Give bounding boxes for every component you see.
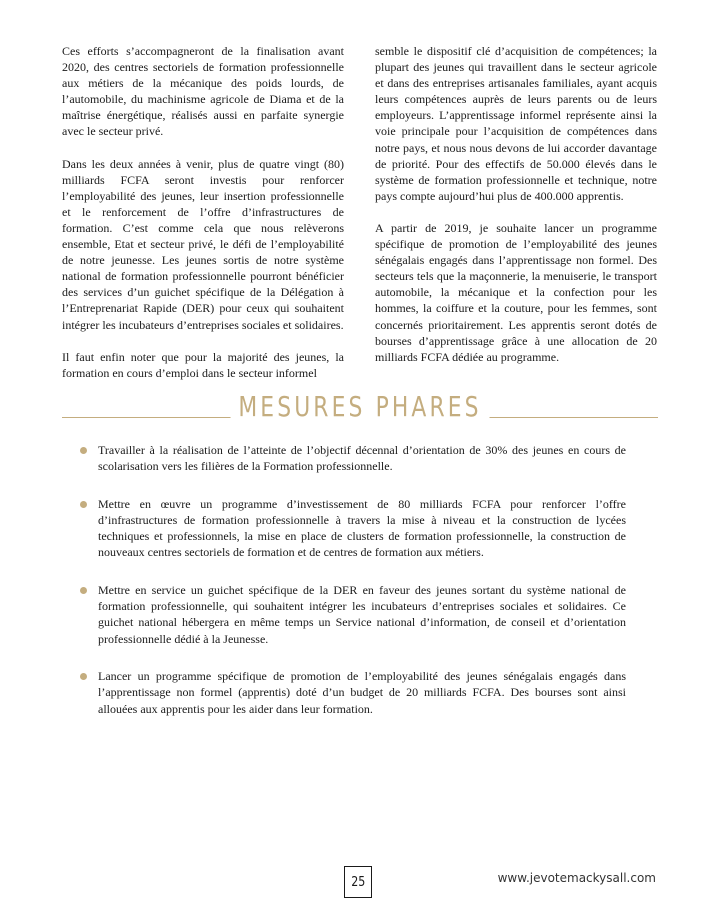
- list-item-text: Lancer un programme spécifique de promotion de l’employabilité des jeunes sénégalais engagés dans l’apprentissage non formel (apprentis) doté d’un budget de 20 milliards FCFA. Des bourses sont ainsi allouées aux apprentis pour les aider dans leur formation.: [98, 668, 626, 716]
- section-title: MESURES PHARES: [231, 390, 490, 424]
- paragraph: Dans les deux années à venir, plus de quatre vingt (80) milliards FCFA seront investis pour renforcer l’employabilité des jeunes, leur insertion professionnelle et le renforcement de l’offre d’infrastructures de formation. C’est comme cela que nous relèverons ensemble, Etat et secteur privé, le défi de l’employabilité de notre jeunesse. Les jeunes sortis de notre système national de formation professionnelle pourront bénéficier des services d’un guichet spécifique de la Délégation à l’Entreprenariat Rapide (DER) pour ceux qui souhaitent intégrer les incubateurs d’entreprises sociales et solidaires.: [62, 156, 344, 332]
- paragraph: Ces efforts s’accompagneront de la finalisation avant 2020, des centres sectoriels de formation professionnelle aux métiers de la mécanique des poids lourds, de l’automobile, du machinisme agricole de Diama et de la maîtrise énergétique, réalisés aussi en parfaite synergie avec le secteur privé.: [62, 44, 344, 139]
- list-item: [80, 668, 626, 717]
- section-heading: [0, 390, 720, 430]
- left-text-column: [62, 43, 344, 381]
- list-item-text: Travailler à la réalisation de l’atteinte de l’objectif décennal d’orientation de 30% des jeunes en cours de scolarisation vers les filières de la Formation professionnelle.: [98, 443, 626, 474]
- list-item-text: Mettre en œuvre un programme d’investissement de 80 milliards FCFA pour renforcer l’offre d’infrastructures de formation professionnelle à travers la mise à niveau et la construction de lycées techniques et professionnels, la mise en place de clusters de formation professionnelle, la construction de nouveaux centres sectoriels de formation et de centres de formation aux métiers.: [98, 496, 626, 560]
- bullet-icon: [80, 447, 87, 454]
- footer-url[interactable]: www.jevotemackysall.com: [497, 871, 656, 885]
- page-number-box: [344, 866, 372, 898]
- paragraph: Il faut enfin noter que pour la majorité des jeunes, la formation en cours d’emploi dans le secteur informel: [62, 349, 344, 380]
- bullet-icon: [80, 587, 87, 594]
- list-item: [80, 582, 626, 647]
- measures-list: [80, 442, 626, 738]
- bullet-icon: [80, 673, 87, 680]
- page-number: 25: [350, 874, 366, 890]
- paragraph: semble le dispositif clé d’acquisition de compétences; la plupart des jeunes qui travaillent dans le secteur agricole et dans des entreprises artisanales familiales, ayant acquis leurs compétences auprès de leurs parents ou de leurs employeurs. L’apprentissage informel représente ainsi la voie principale pour l’acquisition de compétences dans notre pays, et nous nous devons de lui accorder davantage de priorité. Pour des effectifs de 50.000 élevés dans le système de formation professionnelle et technique, notre pays compte aujourd’hui plus de 400.000 apprentis.: [375, 44, 657, 203]
- bullet-icon: [80, 501, 87, 508]
- list-item-text: Mettre en service un guichet spécifique de la DER en faveur des jeunes sortant du système national de formation professionnelle, qui souhaitent intégrer les incubateurs d’entreprises sociales et solidaires. Ce guichet national hébergera en même temps un Service national d’information, de conseil et d’orientation professionnelle dédié à la Jeunesse.: [98, 582, 626, 646]
- list-item: [80, 496, 626, 561]
- paragraph: A partir de 2019, je souhaite lancer un programme spécifique de promotion de l’employabilité des jeunes sénégalais engagés dans l’apprentissage non formel. Des secteurs tels que la maçonnerie, la menuiserie, le transport automobile, la mécanique et la confection pour les hommes, la coiffure et la couture, pour les femmes, sont concernés prioritairement. Les apprentis seront dotés de bourses d’apprentissage grâce à une allocation de 20 milliards FCFA dédiée au programme.: [375, 220, 657, 364]
- right-text-column: [375, 43, 657, 365]
- list-item: [80, 442, 626, 475]
